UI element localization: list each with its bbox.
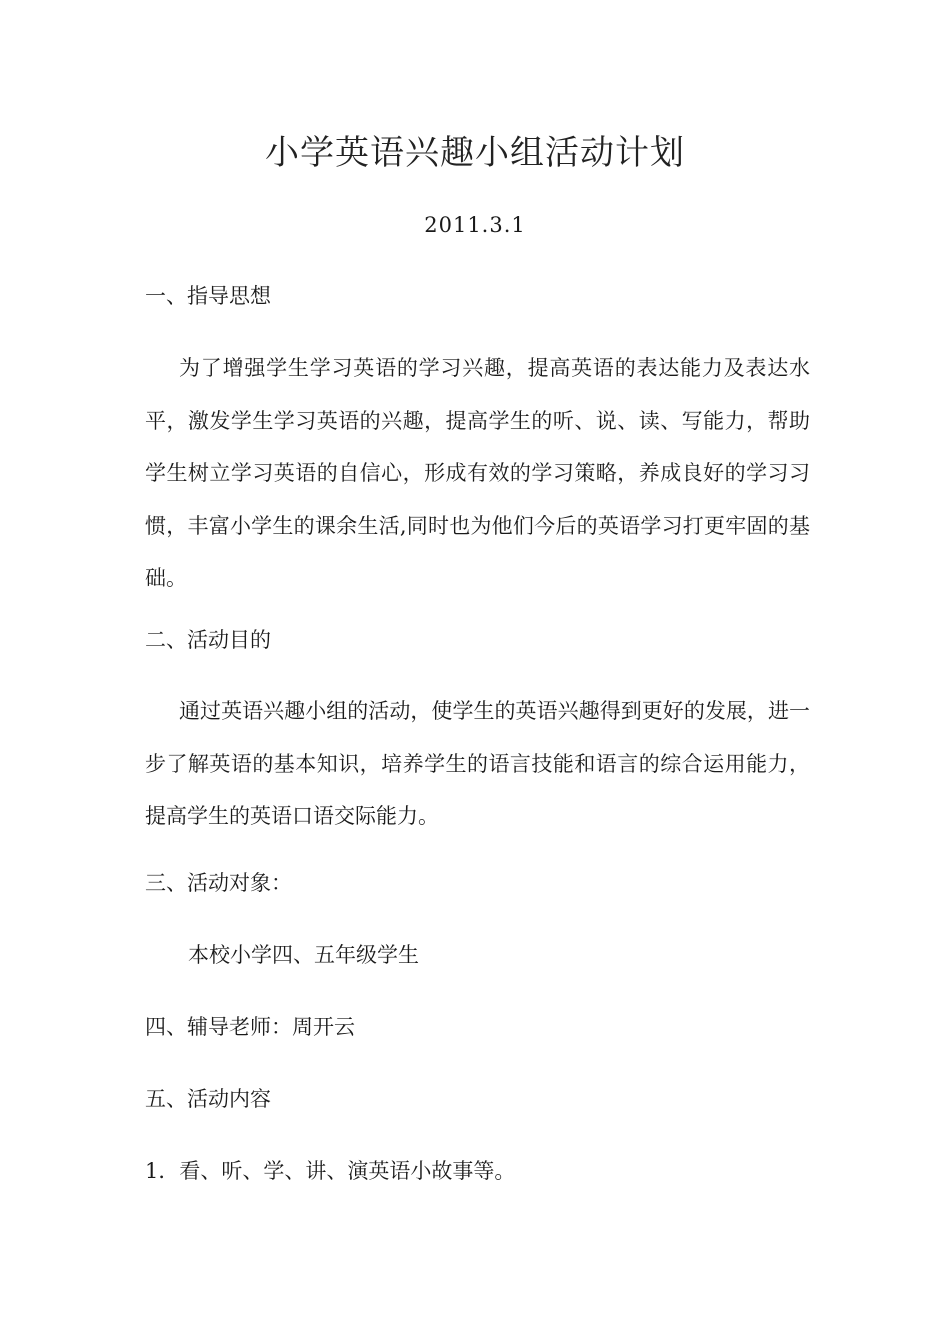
section-body-guiding-thought: 为了增强学生学习英语的学习兴趣，提高英语的表达能力及表达水平，激发学生学习英语的兴趣，提高学生的听、说、读、写能力，帮助学生树立学习英语的自信心，形成有效的学习策略，养成良好的学习习惯，丰富小学生的课余生活,同时也为他们今后的英语学习打更牢固的基础。 [145, 356, 810, 590]
section-body-activity-target: 本校小学四、五年级学生 [188, 943, 419, 967]
section-heading-instructor: 四、辅导老师：周开云 [145, 1015, 355, 1039]
section-heading-activity-target: 三、活动对象： [145, 871, 292, 895]
section-body-activity-purpose: 通过英语兴趣小组的活动，使学生的英语兴趣得到更好的发展，进一步了解英语的基本知识，培养学生的语言技能和语言的综合运用能力，提高学生的英语口语交际能力。 [145, 699, 810, 828]
section-heading-guiding-thought: 一、指导思想 [145, 284, 271, 308]
section-heading-activity-purpose: 二、活动目的 [145, 628, 271, 652]
document-title: 小学英语兴趣小组活动计划 [265, 133, 685, 173]
document-date: 2011.3.1 [424, 213, 526, 237]
list-item: 1．看、听、学、讲、演英语小故事等。 [145, 1159, 516, 1183]
section-heading-activity-content: 五、活动内容 [145, 1087, 271, 1111]
